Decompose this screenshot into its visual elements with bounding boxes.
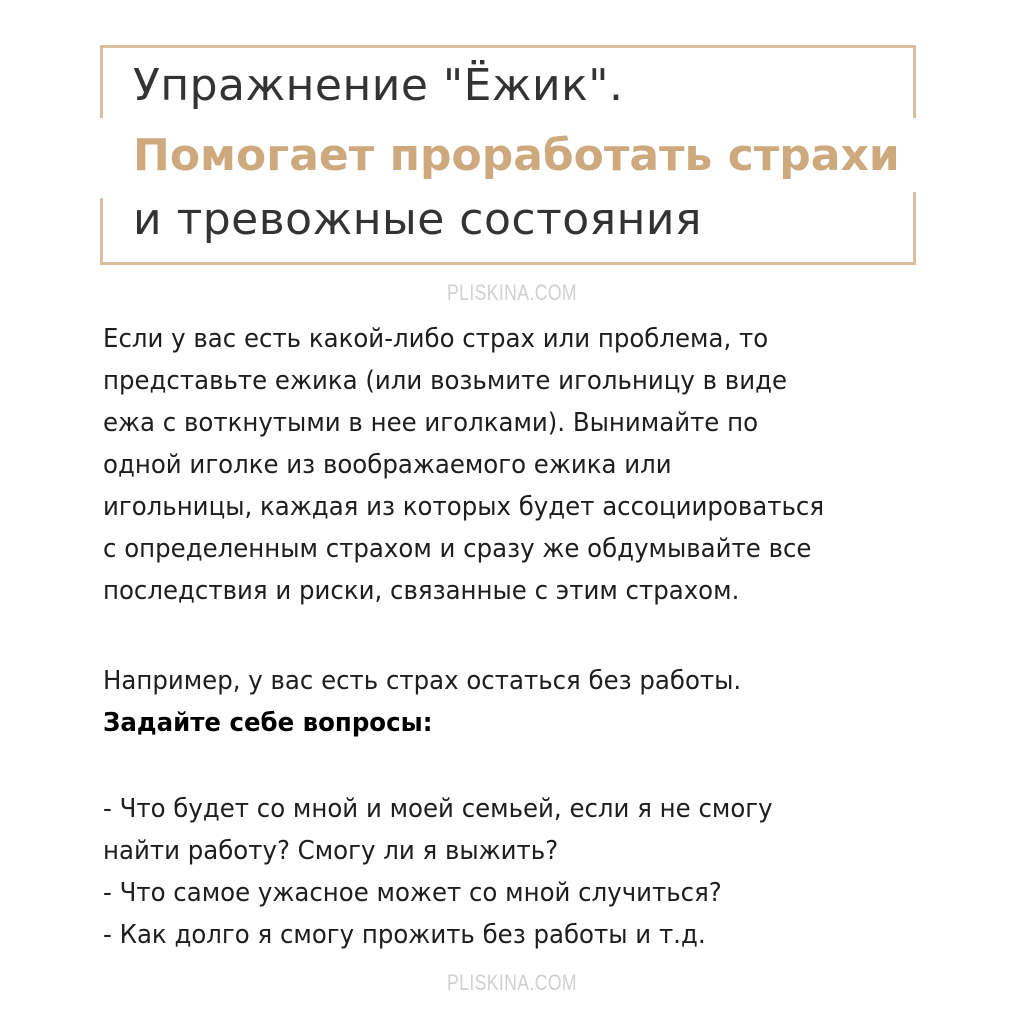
paragraph-line: игольницы, каждая из которых будет ассоциироваться <box>103 492 825 522</box>
question-line: - Как долго я смогу прожить без работы и т.д. <box>103 920 706 950</box>
question-line: - Что самое ужасное может со мной случиться? <box>103 878 722 908</box>
question-line: найти работу? Смогу ли я выжить? <box>103 836 559 866</box>
example-line: Например, у вас есть страх остаться без работы. <box>103 666 742 696</box>
frame-gap-left <box>95 118 107 198</box>
questions-prompt: Задайте себе вопросы: <box>103 708 433 738</box>
title-line-3: и тревожные состояния <box>133 194 702 245</box>
question-line: - Что будет со мной и моей семьей, если я не смогу <box>103 794 773 824</box>
watermark-bottom: PLISKINA.COM <box>447 970 577 995</box>
paragraph-example <box>103 660 911 744</box>
title-line-2: Помогает проработать страхи <box>133 130 900 181</box>
frame-gap-right <box>910 118 922 192</box>
questions-list <box>103 788 911 956</box>
paragraph-line: представьте ежика (или возьмите игольницу в виде <box>103 366 788 396</box>
paragraph-line: ежа с воткнутыми в нее иголками). Вынимайте по <box>103 408 759 438</box>
title-line-1: Упражнение "Ёжик". <box>133 60 624 111</box>
paragraph-line: одной иголке из воображаемого ежика или <box>103 450 672 480</box>
paragraph-line: Если у вас есть какой-либо страх или проблема, то <box>103 324 769 354</box>
paragraph-line: с определенным страхом и сразу же обдумывайте все <box>103 534 812 564</box>
paragraph-intro <box>103 318 911 612</box>
paragraph-line: последствия и риски, связанные с этим страхом. <box>103 576 740 606</box>
watermark-top: PLISKINA.COM <box>447 280 577 305</box>
